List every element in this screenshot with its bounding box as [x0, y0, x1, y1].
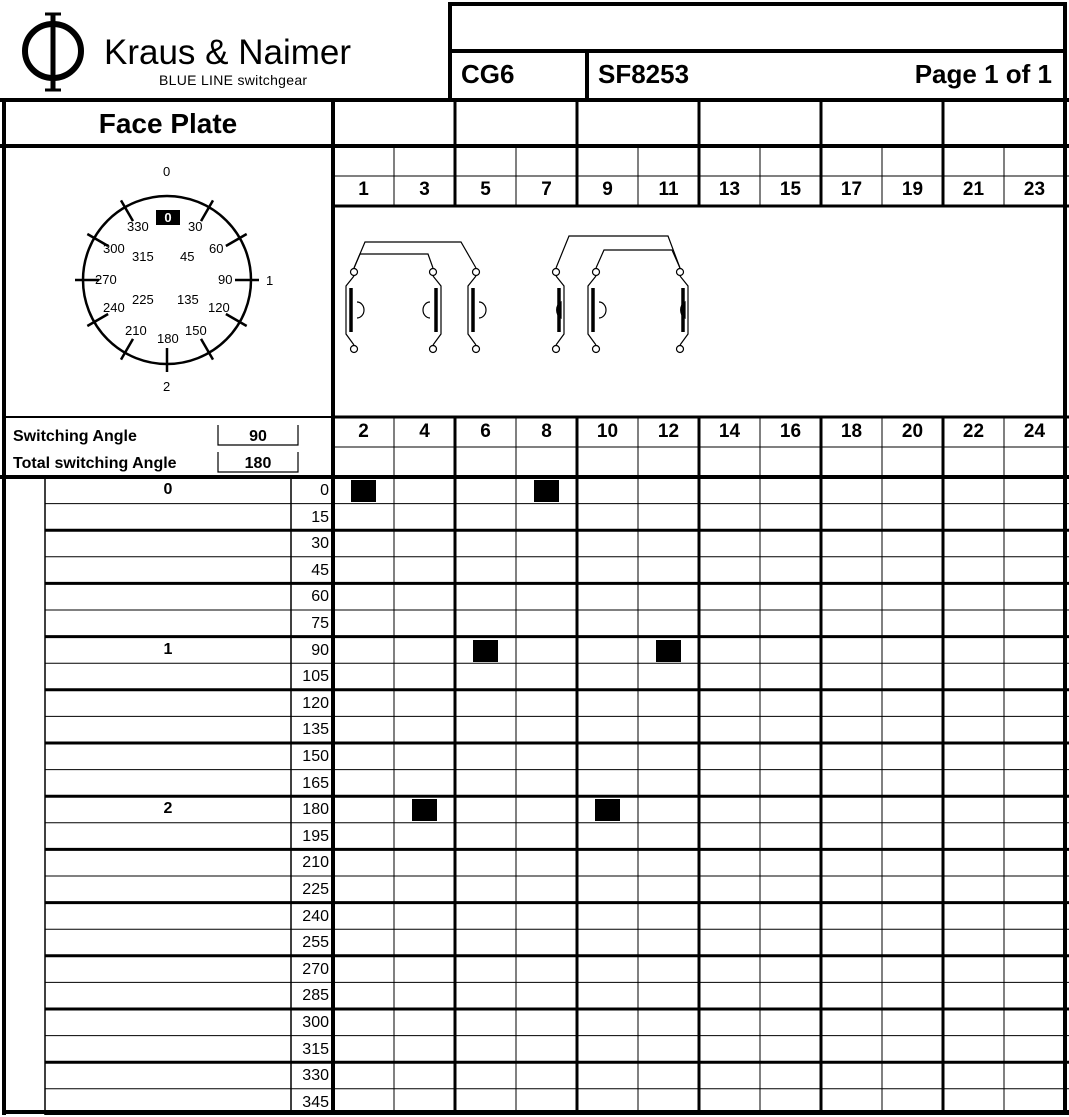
angle-label: 135 [302, 721, 329, 739]
angle-label: 180 [302, 801, 329, 819]
angle-label: 15 [311, 508, 329, 526]
contact-label-bottom: 20 [901, 421, 924, 442]
angle-row [0, 956, 1069, 983]
total-angle-value: 180 [244, 455, 272, 472]
contact-label-top: 11 [658, 179, 679, 200]
position-label: 0 [163, 481, 173, 498]
brand-name: Kraus & Naimer [104, 33, 352, 72]
dial-position-0: 0 [163, 164, 171, 179]
angle-row [0, 690, 1069, 717]
angle-row [0, 929, 1069, 956]
angle-label: 165 [302, 774, 329, 792]
dial-angle-135: 135 [177, 292, 199, 307]
angle-row [0, 504, 1069, 531]
contact-closed-mark [534, 480, 559, 502]
switching-angle-value: 90 [249, 428, 267, 445]
contact-label-bottom: 6 [480, 421, 491, 442]
angle-label: 45 [311, 561, 329, 579]
dial-angle-270: 270 [95, 272, 117, 287]
dial-angle-240: 240 [103, 300, 125, 315]
angle-label: 300 [302, 1014, 329, 1031]
angle-row [0, 610, 1069, 637]
angle-label: 255 [302, 934, 329, 952]
contact-label-bottom: 10 [596, 421, 619, 442]
angle-label: 75 [311, 615, 329, 632]
dial-position-1: 1 [266, 273, 274, 288]
contact-label-bottom: 2 [358, 421, 369, 442]
contact-label-top: 5 [480, 179, 491, 200]
angle-row [0, 903, 1069, 930]
dial-angle-90: 90 [218, 272, 233, 287]
contact-label-top: 21 [962, 179, 985, 200]
angle-row [0, 849, 1069, 876]
angle-label: 0 [320, 482, 329, 499]
dial-angle-210: 210 [125, 323, 147, 338]
angle-row [0, 876, 1069, 903]
angle-row [0, 982, 1069, 1009]
contact-label-top: 15 [779, 179, 802, 200]
contact-label-bottom: 14 [718, 421, 741, 442]
angle-label: 150 [302, 748, 329, 765]
angle-row [0, 796, 1069, 823]
page-indicator: Page 1 of 1 [914, 59, 1052, 89]
contact-label-top: 23 [1023, 179, 1046, 200]
angle-row [0, 477, 1069, 504]
angle-row [0, 530, 1069, 557]
contact-label-bottom: 4 [419, 421, 430, 442]
contact-label-bottom: 8 [541, 421, 552, 442]
angle-label: 30 [311, 535, 329, 553]
switching-angle-label: Switching Angle [13, 428, 137, 445]
angle-row [0, 1036, 1069, 1063]
contact-label-bottom: 24 [1023, 421, 1046, 442]
angle-row [0, 1062, 1069, 1089]
contact-closed-mark [595, 799, 620, 821]
angle-label: 90 [311, 641, 329, 659]
angle-label: 60 [311, 588, 329, 606]
contact-label-top: 17 [840, 179, 863, 200]
contact-label-bottom: 16 [779, 421, 802, 442]
dial-angle-330: 330 [127, 219, 149, 234]
angle-row [0, 770, 1069, 797]
contact-closed-mark [351, 480, 376, 502]
angle-label: 315 [302, 1040, 329, 1058]
position-label: 2 [163, 800, 173, 818]
logo-icon [25, 14, 81, 90]
contact-label-top: 3 [419, 179, 430, 200]
contact-label-top: 7 [541, 179, 552, 200]
dial-selected-angle: 0 [156, 210, 180, 225]
angle-row [0, 823, 1069, 850]
angle-label: 210 [302, 854, 329, 872]
angle-label: 240 [302, 907, 329, 925]
angle-label: 330 [302, 1067, 329, 1085]
angle-row [0, 743, 1069, 770]
contact-diagram-icon [346, 236, 688, 353]
dial-position-2: 2 [163, 379, 171, 394]
face-plate-title: Face Plate [98, 108, 238, 139]
dial-angle-180: 180 [157, 331, 179, 346]
angle-label: 270 [302, 960, 329, 978]
contact-closed-mark [473, 640, 498, 662]
angle-row [0, 1009, 1069, 1036]
angle-label: 285 [302, 987, 329, 1005]
angle-label: 225 [302, 881, 329, 898]
angle-label: 105 [302, 668, 329, 686]
angle-row [0, 663, 1069, 690]
dial-angle-300: 300 [103, 241, 125, 256]
angle-row [0, 716, 1069, 743]
angle-label: 120 [302, 694, 329, 712]
dial-angle-315: 315 [132, 249, 154, 264]
series-code: CG6 [461, 59, 515, 89]
contact-closed-mark [656, 640, 681, 662]
part-number: SF8253 [598, 59, 690, 89]
dial-angle-225: 225 [132, 292, 154, 307]
dial-angle-150: 150 [185, 323, 207, 338]
contact-label-top: 19 [901, 179, 924, 200]
angle-row [0, 1089, 1069, 1116]
angle-row [0, 583, 1069, 610]
dial-angle-60: 60 [209, 241, 224, 256]
contact-label-bottom: 18 [840, 421, 863, 442]
angle-label: 195 [302, 827, 329, 845]
brand-subtitle: BLUE LINE switchgear [159, 72, 308, 88]
dial-angle-45: 45 [180, 249, 195, 264]
contact-label-top: 9 [602, 179, 613, 200]
contact-label-top: 1 [358, 179, 369, 200]
angle-label: 345 [302, 1093, 329, 1111]
dial-angle-120: 120 [208, 300, 230, 315]
position-label: 1 [163, 640, 173, 658]
angle-row [0, 557, 1069, 584]
angle-row [0, 637, 1069, 664]
contact-label-top: 13 [718, 179, 741, 200]
contact-label-bottom: 12 [657, 421, 680, 442]
contact-label-bottom: 22 [962, 421, 985, 442]
contact-closed-mark [412, 799, 437, 821]
dial-angle-30: 30 [188, 219, 203, 234]
total-angle-label: Total switching Angle [13, 455, 177, 472]
